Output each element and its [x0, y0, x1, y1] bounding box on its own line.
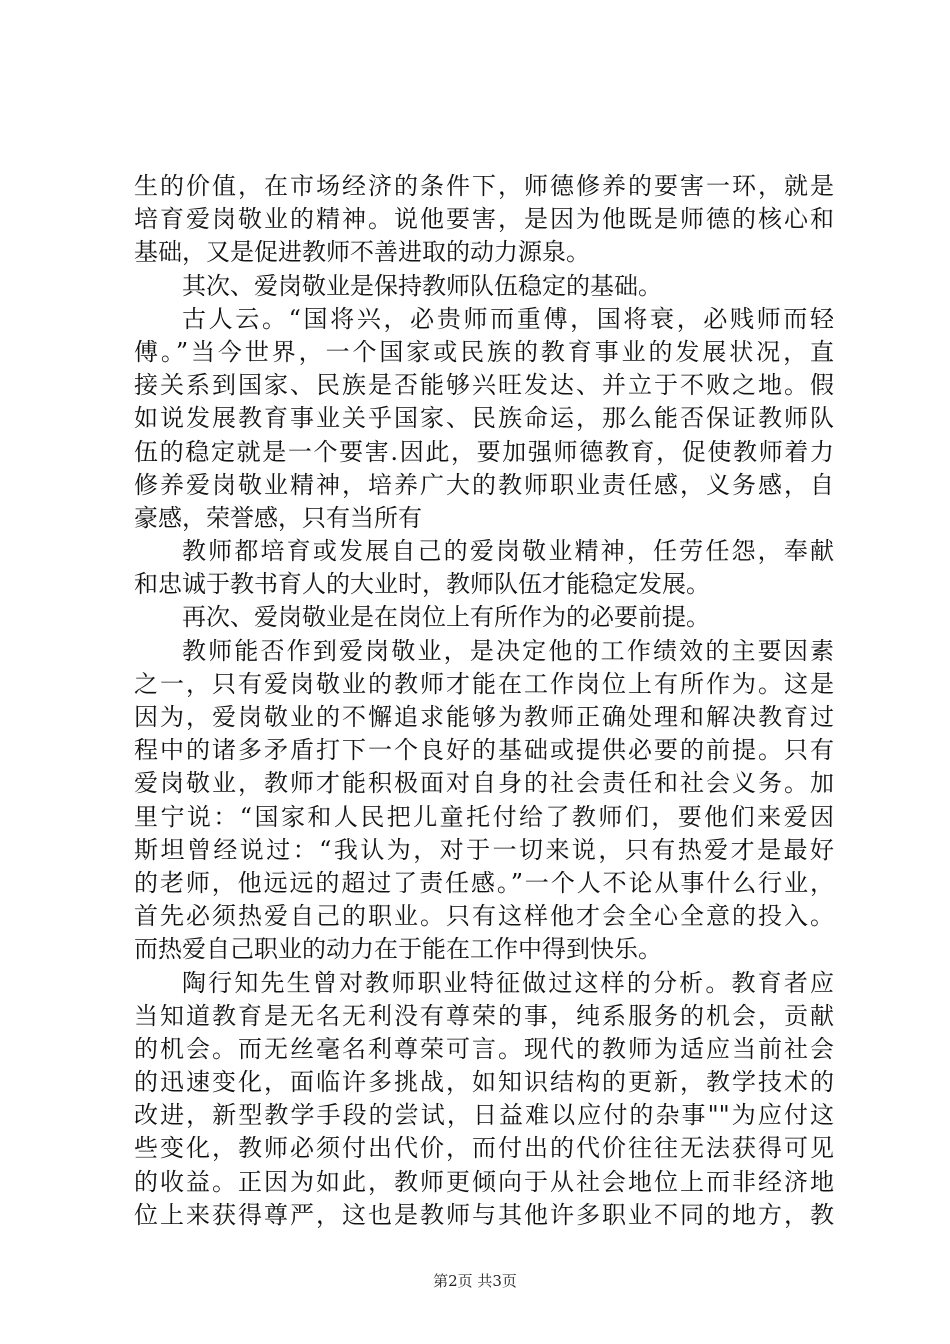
- text-line: 豪感，荣誉感，只有当所有: [134, 503, 422, 532]
- body-text: [134, 170, 834, 1232]
- text-line: 改进，新型教学手段的尝试，日益难以应付的杂事""为应付这: [134, 1101, 834, 1130]
- text-line: 傅。”当今世界，一个国家或民族的教育事业的发展状况，直: [134, 337, 834, 366]
- text-line: 之一，只有爱岗敬业的教师才能在工作岗位上有所作为。这是: [134, 669, 834, 698]
- paragraph-start-line: 教师能否作到爱岗敬业，是决定他的工作绩效的主要因素: [182, 636, 834, 665]
- text-line: 的老师，他远远的超过了责任感。”一个人不论从事什么行业，: [134, 868, 834, 897]
- text-line: 位上来获得尊严，这也是教师与其他许多职业不同的地方，教: [134, 1200, 834, 1229]
- text-line: 基础，又是促进教师不善进取的动力源泉。: [134, 238, 590, 267]
- text-line: 而热爱自己职业的动力在于能在工作中得到快乐。: [134, 935, 662, 964]
- text-line: 当知道教育是无名无利没有尊荣的事，纯系服务的机会，贡献: [134, 1001, 834, 1030]
- text-line: 些变化，教师必须付出代价，而付出的代价往往无法获得可见: [134, 1134, 834, 1163]
- text-line: 和忠诚于教书育人的大业时，教师队伍才能稳定发展。: [134, 570, 710, 599]
- text-line: 的机会。而无丝毫名利尊荣可言。现代的教师为适应当前社会: [134, 1034, 834, 1063]
- text-line: 生的价值，在市场经济的条件下，师德修养的要害一环，就是: [134, 172, 834, 200]
- paragraph-start-line: 其次、爱岗敬业是保持教师队伍稳定的基础。: [182, 271, 662, 300]
- text-line: 首先必须热爱自己的职业。只有这样他才会全心全意的投入。: [134, 902, 834, 931]
- text-line: 的迅速变化，面临许多挑战，如知识结构的更新，教学技术的: [134, 1068, 834, 1097]
- text-line: 爱岗敬业，教师才能积极面对自身的社会责任和社会义务。加: [134, 769, 834, 798]
- text-line: 斯坦曾经说过：“我认为，对于一切来说，只有热爱才是最好: [134, 835, 834, 864]
- text-line: 接关系到国家、民族是否能够兴旺发达、并立于不败之地。假: [134, 371, 834, 400]
- paragraph-start-line: 再次、爱岗敬业是在岗位上有所作为的必要前提。: [182, 603, 710, 632]
- page-number-footer: 第2页 共3页: [433, 1272, 517, 1290]
- text-line: 培育爱岗敬业的精神。说他要害，是因为他既是师德的核心和: [134, 205, 834, 234]
- text-line: 因为，爱岗敬业的不懈追求能够为教师正确处理和解决教育过: [134, 703, 834, 731]
- text-line: 的收益。正因为如此，教师更倾向于从社会地位上而非经济地: [134, 1167, 834, 1196]
- text-line: 里宁说：“国家和人民把儿童托付给了教师们，要他们来爱因: [134, 802, 834, 831]
- text-line: 伍的稳定就是一个要害.因此，要加强师德教育，促使教师着力: [134, 437, 834, 466]
- paragraph-start-line: 陶行知先生曾对教师职业特征做过这样的分析。教育者应: [182, 968, 834, 997]
- paragraph-start-line: 教师都培育或发展自己的爱岗敬业精神，任劳任怨，奉献: [182, 537, 834, 566]
- text-line: 程中的诸多矛盾打下一个良好的基础或提供必要的前提。只有: [134, 736, 834, 765]
- paragraph-start-line: 古人云。“国将兴，必贵师而重傅，国将衰，必贱师而轻: [182, 304, 834, 333]
- text-line: 如说发展教育事业关乎国家、民族命运，那么能否保证教师队: [134, 404, 834, 433]
- text-line: 修养爱岗敬业精神，培养广大的教师职业责任感，义务感，自: [134, 470, 834, 499]
